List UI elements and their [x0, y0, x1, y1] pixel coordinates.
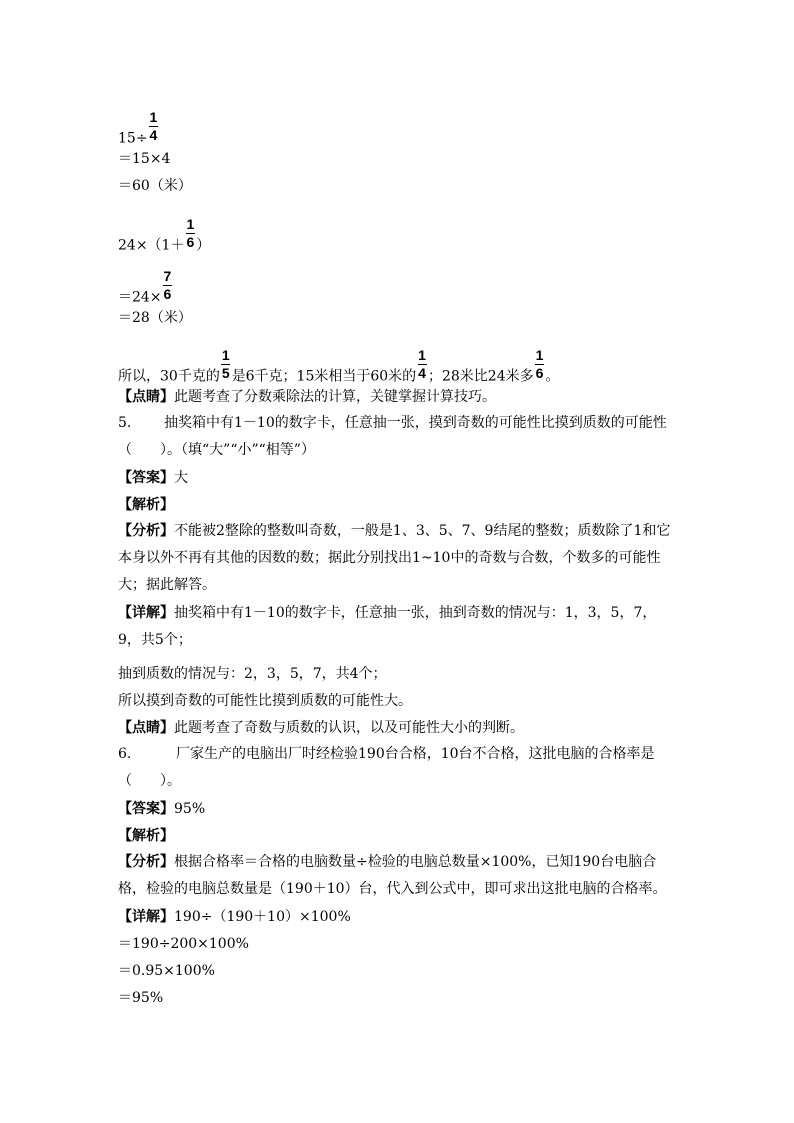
q6-analysis-tag: 【解析】: [118, 828, 174, 844]
detail-text: 190÷（190＋10）×100%: [174, 909, 351, 925]
detail-tag: 【详解】: [118, 909, 174, 925]
comment-tag: 【点睛】: [118, 389, 174, 405]
question-text: 抽奖箱中有1－10的数字卡，任意抽一张，摸到奇数的可能性比摸到质数的可能性（ ）。（填“大”“小”“相等”）: [118, 415, 667, 458]
fraction-denominator: 4: [418, 365, 426, 381]
fraction-denominator: 4: [149, 127, 158, 143]
comment-text: 此题考查了奇数与质数的认识，以及可能性大小的判断。: [174, 720, 524, 736]
fraction-numerator: 1: [149, 109, 158, 125]
q6-detail: [118, 907, 351, 927]
fraction-denominator: 5: [221, 365, 230, 381]
calc1-line2: ＝15×4: [118, 151, 171, 167]
fenxi-tag: 【分析】: [118, 523, 174, 539]
comment-tag: 【点睛】: [118, 720, 174, 736]
fraction-denominator: 6: [186, 234, 195, 250]
fraction-numerator: 7: [163, 268, 172, 284]
fenxi-tag: 【分析】: [118, 854, 174, 870]
q6-fenxi: [118, 849, 678, 903]
q6-detail4: ＝95%: [118, 990, 164, 1006]
q5-answer: [118, 468, 188, 488]
fraction-numerator: 1: [221, 347, 230, 363]
fraction-denominator: 6: [163, 286, 172, 302]
question-number: 6.: [118, 746, 132, 762]
answer-text: 95%: [174, 801, 206, 817]
q6-detail2: ＝190÷200×100%: [118, 936, 249, 952]
q5-detail3: 所以摸到奇数的可能性比摸到质数的可能性大。: [118, 693, 412, 709]
q5-question: [118, 410, 678, 464]
calc2-line3: ＝28（米）: [118, 310, 192, 326]
calc1-line3: ＝60（米）: [118, 178, 192, 194]
comment-text: 此题考查了分数乘除法的计算，关键掌握计算技巧。: [174, 389, 496, 405]
calc2-line1: [118, 216, 211, 262]
summary-text: 。: [545, 368, 560, 385]
fenxi-text: 不能被2整除的整数叫奇数，一般是1、3、5、7、9结尾的整数；质数除了1和它本身以外不再有其他的因数的数；据此分别找出1~10中的奇数与合数，个数多的可能性大；据此解答。: [118, 523, 671, 593]
fraction-numerator: 1: [418, 347, 426, 363]
detail-text: 抽奖箱中有1－10的数字卡，任意抽一张，抽到奇数的情况与：1，3，5，7，9，共5个；: [118, 605, 657, 648]
q5-analysis-tag: 【解析】: [118, 497, 174, 513]
question-text: 厂家生产的电脑出厂时经检验190台合格，10台不合格，这批电脑的合格率是（ ）。: [118, 746, 655, 789]
fraction-numerator: 1: [535, 347, 544, 363]
calc1-expression: 15÷: [118, 130, 148, 147]
calc2-expression: 24×（1＋: [118, 237, 185, 254]
summary-text: ；28米比24米多: [427, 368, 534, 385]
calc2-expression2: ＝24×: [118, 289, 162, 306]
fraction: [149, 110, 159, 143]
fraction: [535, 348, 545, 381]
q6-detail3: ＝0.95×100%: [118, 963, 215, 979]
question-number: 5.: [118, 415, 132, 431]
summary-text: 是6千克；15米相当于60米的: [231, 368, 417, 385]
fraction-numerator: 1: [186, 216, 195, 232]
fraction-denominator: 6: [535, 365, 544, 381]
answer-tag: 【答案】: [118, 801, 174, 817]
q5-comment: [118, 718, 524, 738]
q5-detail: [118, 600, 678, 654]
q5-fenxi: [118, 518, 678, 599]
q5-detail2: 抽到质数的情况与：2，3，5，7，共4个；: [118, 666, 387, 682]
answer-text: 大: [174, 470, 188, 486]
answer-tag: 【答案】: [118, 470, 174, 486]
q6-answer: [118, 799, 205, 819]
fraction: [163, 269, 173, 302]
summary-text: 所以，30千克的: [118, 368, 220, 385]
fraction: [221, 348, 231, 381]
detail-tag: 【详解】: [118, 605, 174, 621]
q6-question: [118, 741, 678, 795]
q4-comment: [118, 387, 496, 407]
fraction: [417, 348, 427, 381]
fraction: [185, 217, 195, 250]
calc2-close-paren: ）: [196, 237, 211, 254]
fenxi-text: 根据合格率＝合格的电脑数量÷检验的电脑总数量×100%，已知190台电脑合格，检验的电脑总数量是（190＋10）台，代入到公式中，即可求出这批电脑的合格率。: [118, 854, 667, 897]
